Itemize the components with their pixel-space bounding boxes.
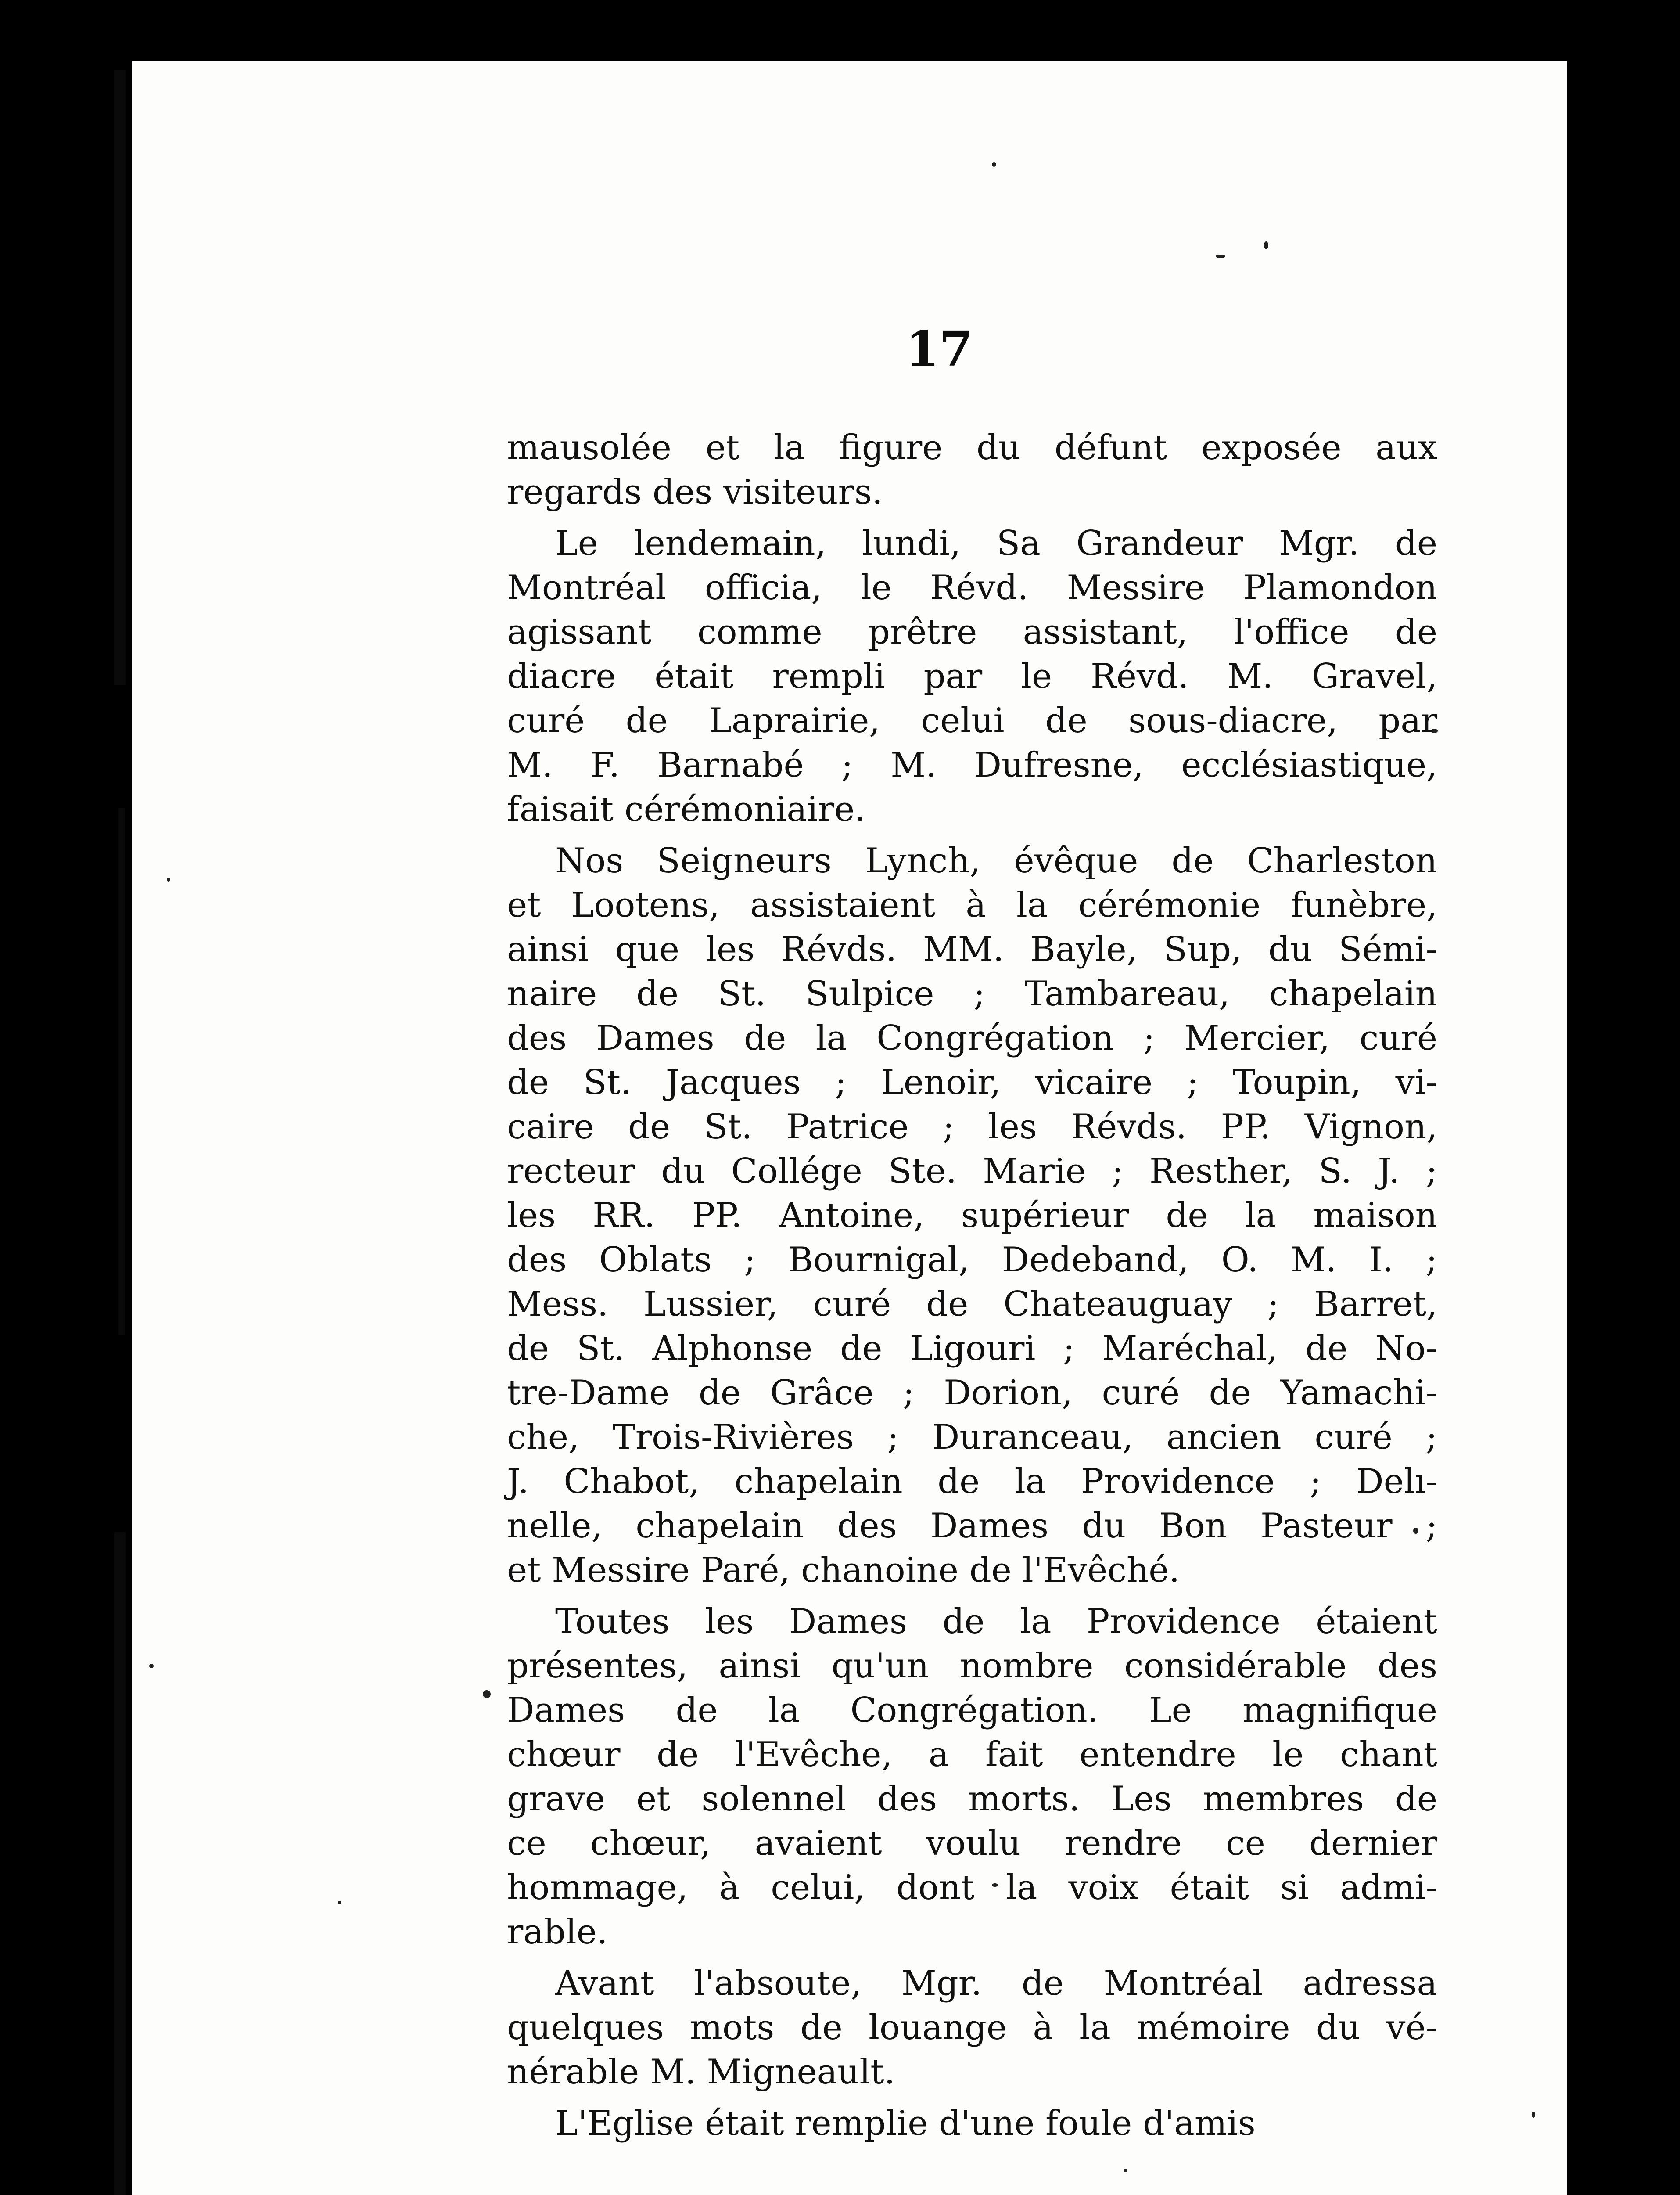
body-text [507, 426, 1437, 2146]
text-line: ainsi que les Révds. MM. Bayle, Sup, du Sémi- [507, 930, 1437, 969]
text-line: L'Eglise était remplie d'une foule d'amis [555, 2104, 1256, 2143]
text-line: mausolée et la figure du défunt exposée aux [507, 428, 1437, 468]
ink-speck [1124, 2169, 1127, 2172]
ink-speck [338, 1901, 341, 1904]
text-line: de St. Jacques ; Lenoir, vicaire ; Toupin, vi- [507, 1063, 1437, 1102]
ink-speck [149, 1664, 154, 1668]
text-line: ce chœur, avaient voulu rendre ce dernier [507, 1824, 1437, 1863]
text-line: agissant comme prêtre assistant, l'office de [507, 612, 1437, 652]
text-line: des Oblats ; Bournigal, Dedeband, O. M. I. ; [507, 1240, 1437, 1280]
ink-speck [483, 1690, 491, 1698]
text-line: nérable M. Migneault. [507, 2052, 895, 2092]
ink-speck [167, 878, 170, 882]
text-line: Nos Seigneurs Lynch, évêque de Charleston [555, 841, 1437, 881]
binding-edge [114, 70, 126, 685]
text-line: Avant l'absoute, Mgr. de Montréal adressa [555, 1964, 1437, 2003]
text-line: recteur du Collége Ste. Marie ; Resther, S. J. ; [507, 1151, 1437, 1191]
paragraph [507, 1600, 1437, 1954]
ink-speck [1532, 2112, 1535, 2118]
ink-speck [992, 162, 996, 167]
text-line: quelques mots de louange à la mémoire du vé- [507, 2008, 1437, 2047]
binding-edge [118, 808, 125, 1335]
book-page [132, 61, 1567, 2195]
text-line: chœur de l'Evêche, a fait entendre le chant [507, 1735, 1437, 1774]
text-line: caire de St. Patrice ; les Révds. PP. Vignon, [507, 1107, 1437, 1147]
binding-edge [114, 1532, 126, 2195]
text-line: tre-Dame de Grâce ; Dorion, curé de Yamachi- [507, 1373, 1437, 1413]
text-line: J. Chabot, chapelain de la Providence ; Delı- [507, 1462, 1437, 1501]
text-line: nelle, chapelain des Dames du Bon Pasteur ; [507, 1506, 1437, 1546]
text-line: les RR. PP. Antoine, supérieur de la maison [507, 1196, 1437, 1235]
text-line: grave et solennel des morts. Les membres de [507, 1779, 1437, 1819]
ink-speck [1216, 255, 1225, 258]
text-line: Le lendemain, lundi, Sa Grandeur Mgr. de [555, 524, 1437, 563]
ink-speck [1264, 241, 1268, 249]
text-line: Dames de la Congrégation. Le magnifique [507, 1691, 1437, 1730]
text-line: et Lootens, assistaient à la cérémonie funèbre, [507, 885, 1437, 925]
text-line: diacre était rempli par le Révd. M. Gravel, [507, 657, 1437, 696]
paragraph [507, 2101, 1437, 2146]
page-number: 17 [905, 320, 973, 377]
text-line: Toutes les Dames de la Providence étaient [555, 1602, 1437, 1641]
paragraph [507, 522, 1437, 832]
text-line: che, Trois-Rivières ; Duranceau, ancien curé ; [507, 1418, 1437, 1457]
text-line: curé de Laprairie, celui de sous-diacre, par [507, 701, 1437, 741]
text-line: rable. [507, 1912, 608, 1952]
text-line: Montréal officia, le Révd. Messire Plamondon [507, 568, 1437, 608]
text-line: des Dames de la Congrégation ; Mercier, curé [507, 1018, 1437, 1058]
text-line: hommage, à celui, dont la voix était si admi- [507, 1868, 1437, 1907]
text-line: M. F. Barnabé ; M. Dufresne, ecclésiastique, [507, 745, 1437, 785]
paragraph [507, 426, 1437, 515]
text-line: Mess. Lussier, curé de Chateauguay ; Barret, [507, 1285, 1437, 1324]
paragraph [507, 839, 1437, 1593]
text-line: présentes, ainsi qu'un nombre considérable des [507, 1646, 1437, 1686]
text-line: naire de St. Sulpice ; Tambareau, chapelain [507, 974, 1437, 1014]
paragraph [507, 1961, 1437, 2094]
text-line: regards des visiteurs. [507, 472, 883, 512]
text-line: de St. Alphonse de Ligouri ; Maréchal, de No- [507, 1329, 1437, 1368]
text-line: faisait cérémoniaire. [507, 790, 866, 829]
text-line: et Messire Paré, chanoine de l'Evêché. [507, 1551, 1180, 1590]
